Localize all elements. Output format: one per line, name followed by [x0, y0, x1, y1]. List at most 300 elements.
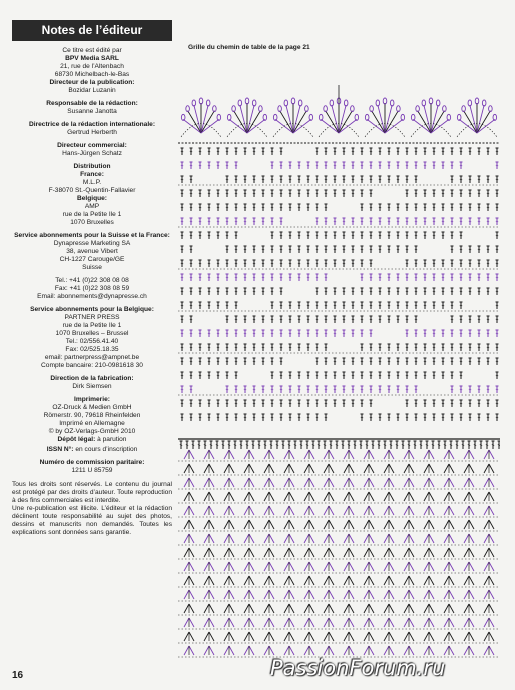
stitch-mark	[349, 646, 354, 655]
stitch-mark	[280, 361, 282, 362]
stitch-mark	[469, 179, 471, 180]
stitch-mark	[379, 375, 381, 376]
stitch-mark	[349, 618, 354, 627]
stitch-mark	[262, 347, 264, 348]
stitch-mark	[409, 492, 414, 501]
stitch-mark	[344, 520, 349, 529]
stitch-mark	[253, 291, 255, 292]
stitch-mark	[361, 361, 363, 362]
stitch-mark	[184, 548, 189, 557]
stitch-mark	[309, 632, 314, 641]
stitch-mark	[489, 632, 494, 641]
stitch-mark	[304, 576, 309, 585]
stitch-mark	[379, 277, 381, 278]
stitch-mark	[460, 179, 462, 180]
stitch-mark	[364, 506, 369, 515]
stitch-mark	[442, 361, 444, 362]
stitch-mark	[409, 478, 414, 487]
stitch-mark	[352, 221, 354, 222]
stitch-mark	[384, 576, 389, 585]
stitch-mark	[324, 450, 329, 459]
stitch-mark	[361, 165, 363, 166]
stitch-mark	[496, 417, 498, 418]
stitch-mark	[396, 445, 398, 446]
stitch-mark	[464, 576, 469, 585]
stitch-mark	[384, 632, 389, 641]
stitch-mark	[324, 464, 329, 473]
stitch-mark	[424, 375, 426, 376]
stitch-mark	[415, 319, 417, 320]
stitch-mark	[334, 249, 336, 250]
stitch-mark	[189, 632, 194, 641]
stitch-mark	[424, 361, 426, 362]
stitch-mark	[226, 221, 228, 222]
stitch-mark	[217, 235, 219, 236]
stitch-mark	[204, 445, 206, 446]
stitch-mark	[235, 361, 237, 362]
stitch-mark	[484, 534, 489, 543]
stitch-mark	[343, 249, 345, 250]
stitch-mark	[487, 291, 489, 292]
stitch-mark	[469, 450, 474, 459]
stitch-mark	[415, 249, 417, 250]
stitch-mark	[199, 305, 201, 306]
stitch-mark	[432, 445, 434, 446]
stitch-mark	[249, 464, 254, 473]
stitch-mark	[217, 165, 219, 166]
stitch-mark	[451, 347, 453, 348]
stitch-mark	[224, 520, 229, 529]
stitch-mark	[217, 333, 219, 334]
stitch-mark	[352, 235, 354, 236]
stitch-mark	[379, 389, 381, 390]
stitch-mark	[469, 534, 474, 543]
credit-line: Römerstr. 90, 79618 Rheinfelden	[43, 412, 141, 419]
stitch-mark	[478, 179, 480, 180]
stitch-mark	[406, 235, 408, 236]
stitch-mark	[269, 632, 274, 641]
stitch-mark	[307, 193, 309, 194]
stitch-mark	[406, 193, 408, 194]
stitch-mark	[389, 492, 394, 501]
stitch-mark	[209, 548, 214, 557]
stitch-mark	[460, 249, 462, 250]
stitch-mark	[460, 361, 462, 362]
stitch-mark	[492, 445, 494, 446]
stitch-mark	[269, 646, 274, 655]
stitch-mark	[235, 263, 237, 264]
stitch-mark	[208, 235, 210, 236]
stitch-mark	[480, 445, 482, 446]
stitch-mark	[229, 646, 234, 655]
stitch-mark	[486, 445, 488, 446]
stitch-mark	[349, 548, 354, 557]
stitch-mark	[384, 506, 389, 515]
stitch-mark	[208, 347, 210, 348]
stitch-mark	[229, 576, 234, 585]
stitch-mark	[389, 562, 394, 571]
stitch-mark	[307, 179, 309, 180]
stitch-mark	[184, 632, 189, 641]
stitch-mark	[204, 506, 209, 515]
stitch-mark	[334, 305, 336, 306]
stitch-mark	[424, 417, 426, 418]
stitch-mark	[249, 590, 254, 599]
credit-line: © by OZ-Verlags-GmbH 2010	[48, 428, 136, 435]
commission-block	[12, 459, 172, 475]
stitch-mark	[190, 305, 192, 306]
stitch-mark	[442, 263, 444, 264]
stitch-mark	[249, 562, 254, 571]
stitch-mark	[384, 478, 389, 487]
stitch-mark	[369, 646, 374, 655]
stitch-mark	[389, 520, 394, 529]
stitch-mark	[478, 291, 480, 292]
stitch-mark	[181, 417, 183, 418]
stitch-mark	[224, 632, 229, 641]
stitch-mark	[451, 263, 453, 264]
stitch-mark	[269, 520, 274, 529]
credit-line: Fax: 02/525.18.35	[65, 346, 119, 353]
stitch-mark	[484, 618, 489, 627]
stitch-mark	[235, 291, 237, 292]
stitch-mark	[217, 263, 219, 264]
stitch-mark	[361, 333, 363, 334]
stitch-mark	[464, 506, 469, 515]
stitch-mark	[361, 347, 363, 348]
credit-heading: Service abonnements pour la Suisse et la France:	[14, 232, 170, 239]
stitch-mark	[449, 604, 454, 613]
stitch-mark	[226, 193, 228, 194]
stitch-mark	[298, 249, 300, 250]
stitch-mark	[280, 263, 282, 264]
stitch-mark	[409, 450, 414, 459]
stitch-mark	[352, 179, 354, 180]
stitch-mark	[249, 548, 254, 557]
stitch-mark	[235, 417, 237, 418]
stitch-mark	[262, 207, 264, 208]
stitch-mark	[389, 464, 394, 473]
stitch-mark	[397, 151, 399, 152]
stitch-mark	[496, 305, 498, 306]
stitch-mark	[224, 576, 229, 585]
stitch-mark	[388, 361, 390, 362]
stitch-mark	[262, 417, 264, 418]
stitch-mark	[271, 361, 273, 362]
stitch-mark	[349, 576, 354, 585]
stitch-mark	[433, 361, 435, 362]
stitch-mark	[469, 492, 474, 501]
stitch-mark	[208, 277, 210, 278]
stitch-mark	[352, 291, 354, 292]
stitch-mark	[325, 417, 327, 418]
stitch-mark	[184, 506, 189, 515]
stitch-mark	[379, 165, 381, 166]
stitch-mark	[442, 165, 444, 166]
stitch-mark	[325, 277, 327, 278]
stitch-mark	[429, 590, 434, 599]
stitch-mark	[289, 506, 294, 515]
stitch-mark	[384, 562, 389, 571]
stitch-mark	[184, 646, 189, 655]
stitch-mark	[209, 450, 214, 459]
stitch-mark	[369, 506, 374, 515]
credits-list	[12, 79, 172, 436]
stitch-mark	[496, 193, 498, 194]
stitch-mark	[329, 548, 334, 557]
stitch-mark	[329, 464, 334, 473]
stitch-mark	[478, 403, 480, 404]
credit-heading: Imprimerie:	[74, 396, 110, 403]
stitch-mark	[388, 179, 390, 180]
stitch-mark	[469, 520, 474, 529]
stitch-mark	[344, 450, 349, 459]
stitch-mark	[244, 291, 246, 292]
stitch-mark	[424, 151, 426, 152]
publisher-line: 68730 Michelbach-le-Bas	[54, 71, 130, 78]
stitch-mark	[325, 207, 327, 208]
stitch-mark	[271, 375, 273, 376]
stitch-mark	[184, 576, 189, 585]
stitch-mark	[190, 221, 192, 222]
stitch-mark	[271, 403, 273, 404]
stitch-mark	[269, 562, 274, 571]
stitch-mark	[229, 464, 234, 473]
stitch-mark	[484, 562, 489, 571]
stitch-mark	[451, 165, 453, 166]
stitch-mark	[496, 263, 498, 264]
stitch-mark	[464, 618, 469, 627]
stitch-mark	[229, 506, 234, 515]
stitch-mark	[325, 375, 327, 376]
stitch-mark	[224, 604, 229, 613]
stitch-mark	[249, 492, 254, 501]
stitch-mark	[325, 263, 327, 264]
stitch-mark	[344, 534, 349, 543]
stitch-mark	[369, 576, 374, 585]
stitch-mark	[442, 417, 444, 418]
stitch-mark	[181, 291, 183, 292]
stitch-mark	[361, 179, 363, 180]
stitch-mark	[426, 445, 428, 446]
credit-heading: Directeur commercial:	[57, 142, 127, 149]
stitch-mark	[262, 403, 264, 404]
stitch-mark	[284, 520, 289, 529]
stitch-mark	[264, 478, 269, 487]
stitch-mark	[406, 277, 408, 278]
stitch-mark	[397, 361, 399, 362]
stitch-mark	[244, 534, 249, 543]
stitch-mark	[204, 450, 209, 459]
stitch-mark	[262, 263, 264, 264]
stitch-mark	[364, 562, 369, 571]
stitch-mark	[189, 618, 194, 627]
stitch-mark	[464, 492, 469, 501]
stitch-mark	[298, 263, 300, 264]
stitch-mark	[389, 534, 394, 543]
credit-heading: Service abonnements pour la Belgique:	[30, 306, 154, 313]
stitch-mark	[489, 590, 494, 599]
stitch-mark	[280, 333, 282, 334]
stitch-mark	[489, 506, 494, 515]
stitch-mark	[324, 576, 329, 585]
stitch-mark	[316, 291, 318, 292]
stitch-mark	[397, 165, 399, 166]
stitch-mark	[464, 450, 469, 459]
stitch-mark	[244, 403, 246, 404]
stitch-mark	[404, 562, 409, 571]
stitch-mark	[424, 291, 426, 292]
stitch-mark	[397, 207, 399, 208]
stitch-mark	[329, 604, 334, 613]
stitch-mark	[226, 277, 228, 278]
stitch-mark	[478, 347, 480, 348]
stitch-mark	[364, 478, 369, 487]
stitch-mark	[262, 389, 264, 390]
stitch-mark	[460, 375, 462, 376]
stitch-mark	[184, 450, 189, 459]
stitch-mark	[450, 445, 452, 446]
stitch-mark	[190, 291, 192, 292]
stitch-mark	[451, 403, 453, 404]
stitch-mark	[404, 548, 409, 557]
stitch-mark	[289, 375, 291, 376]
stitch-mark	[325, 249, 327, 250]
stitch-mark	[478, 333, 480, 334]
stitch-mark	[366, 445, 368, 446]
stitch-mark	[451, 333, 453, 334]
stitch-mark	[464, 520, 469, 529]
stitch-mark	[304, 618, 309, 627]
stitch-mark	[262, 179, 264, 180]
stitch-mark	[269, 534, 274, 543]
fan-stitch	[464, 111, 477, 133]
stitch-mark	[325, 319, 327, 320]
stitch-mark	[235, 375, 237, 376]
stitch-mark	[271, 305, 273, 306]
stitch-mark	[235, 179, 237, 180]
stitch-mark	[217, 417, 219, 418]
stitch-mark	[444, 646, 449, 655]
stitch-mark	[415, 193, 417, 194]
stitch-mark	[271, 277, 273, 278]
stitch-mark	[280, 417, 282, 418]
stitch-mark	[469, 319, 471, 320]
stitch-mark	[316, 165, 318, 166]
stitch-mark	[415, 263, 417, 264]
stitch-mark	[379, 305, 381, 306]
stitch-mark	[415, 347, 417, 348]
stitch-mark	[289, 207, 291, 208]
stitch-mark	[334, 221, 336, 222]
stitch-mark	[469, 548, 474, 557]
stitch-mark	[181, 249, 183, 250]
stitch-mark	[369, 464, 374, 473]
stitch-mark	[343, 389, 345, 390]
stitch-mark	[487, 179, 489, 180]
stitch-mark	[415, 417, 417, 418]
stitch-mark	[284, 576, 289, 585]
stitch-mark	[451, 249, 453, 250]
chart-caption: Grille du chemin de table de la page 21	[188, 44, 310, 51]
stitch-mark	[496, 389, 498, 390]
stitch-mark	[369, 548, 374, 557]
stitch-mark	[224, 492, 229, 501]
stitch-mark	[289, 492, 294, 501]
stitch-mark	[271, 207, 273, 208]
stitch-mark	[484, 478, 489, 487]
stitch-mark	[324, 445, 326, 446]
stitch-mark	[489, 450, 494, 459]
stitch-mark	[190, 375, 192, 376]
stitch-mark	[253, 263, 255, 264]
stitch-mark	[244, 646, 249, 655]
stitch-mark	[390, 445, 392, 446]
stitch-mark	[235, 277, 237, 278]
stitch-mark	[344, 492, 349, 501]
stitch-mark	[235, 333, 237, 334]
stitch-mark	[433, 235, 435, 236]
rights-notice	[12, 481, 172, 537]
stitch-mark	[406, 221, 408, 222]
stitch-mark	[424, 277, 426, 278]
stitch-mark	[190, 417, 192, 418]
stitch-mark	[304, 590, 309, 599]
stitch-mark	[244, 562, 249, 571]
stitch-mark	[460, 263, 462, 264]
stitch-mark	[309, 520, 314, 529]
stitch-mark	[397, 305, 399, 306]
stitch-mark	[415, 221, 417, 222]
stitch-mark	[244, 417, 246, 418]
stitch-mark	[262, 319, 264, 320]
stitch-mark	[289, 464, 294, 473]
stitch-mark	[325, 151, 327, 152]
stitch-mark	[361, 249, 363, 250]
stitch-mark	[449, 548, 454, 557]
credit-line: Fax: +41 (0)22 308 08 59	[54, 285, 130, 292]
stitch-mark	[190, 347, 192, 348]
stitch-mark	[404, 576, 409, 585]
credit-line: Tel.: +41 (0)22 308 08 08	[55, 277, 129, 284]
stitch-mark	[415, 179, 417, 180]
stitch-mark	[397, 249, 399, 250]
stitch-mark	[307, 417, 309, 418]
stitch-mark	[344, 646, 349, 655]
stitch-mark	[199, 403, 201, 404]
stitch-mark	[181, 375, 183, 376]
stitch-mark	[189, 548, 194, 557]
stitch-mark	[280, 389, 282, 390]
stitch-mark	[307, 207, 309, 208]
stitch-mark	[478, 221, 480, 222]
stitch-mark	[451, 305, 453, 306]
stitch-mark	[316, 319, 318, 320]
stitch-mark	[442, 235, 444, 236]
stitch-mark	[370, 277, 372, 278]
credit-line: Imprimé en Allemagne	[59, 420, 125, 427]
stitch-mark	[361, 375, 363, 376]
stitch-mark	[284, 506, 289, 515]
stitch-mark	[334, 165, 336, 166]
stitch-mark	[469, 478, 474, 487]
stitch-mark	[429, 506, 434, 515]
stitch-mark	[433, 151, 435, 152]
stitch-mark	[489, 520, 494, 529]
credit-line: Email: abonnements@dynapresse.ch	[37, 293, 147, 300]
stitch-mark	[444, 445, 446, 446]
stitch-mark	[343, 151, 345, 152]
